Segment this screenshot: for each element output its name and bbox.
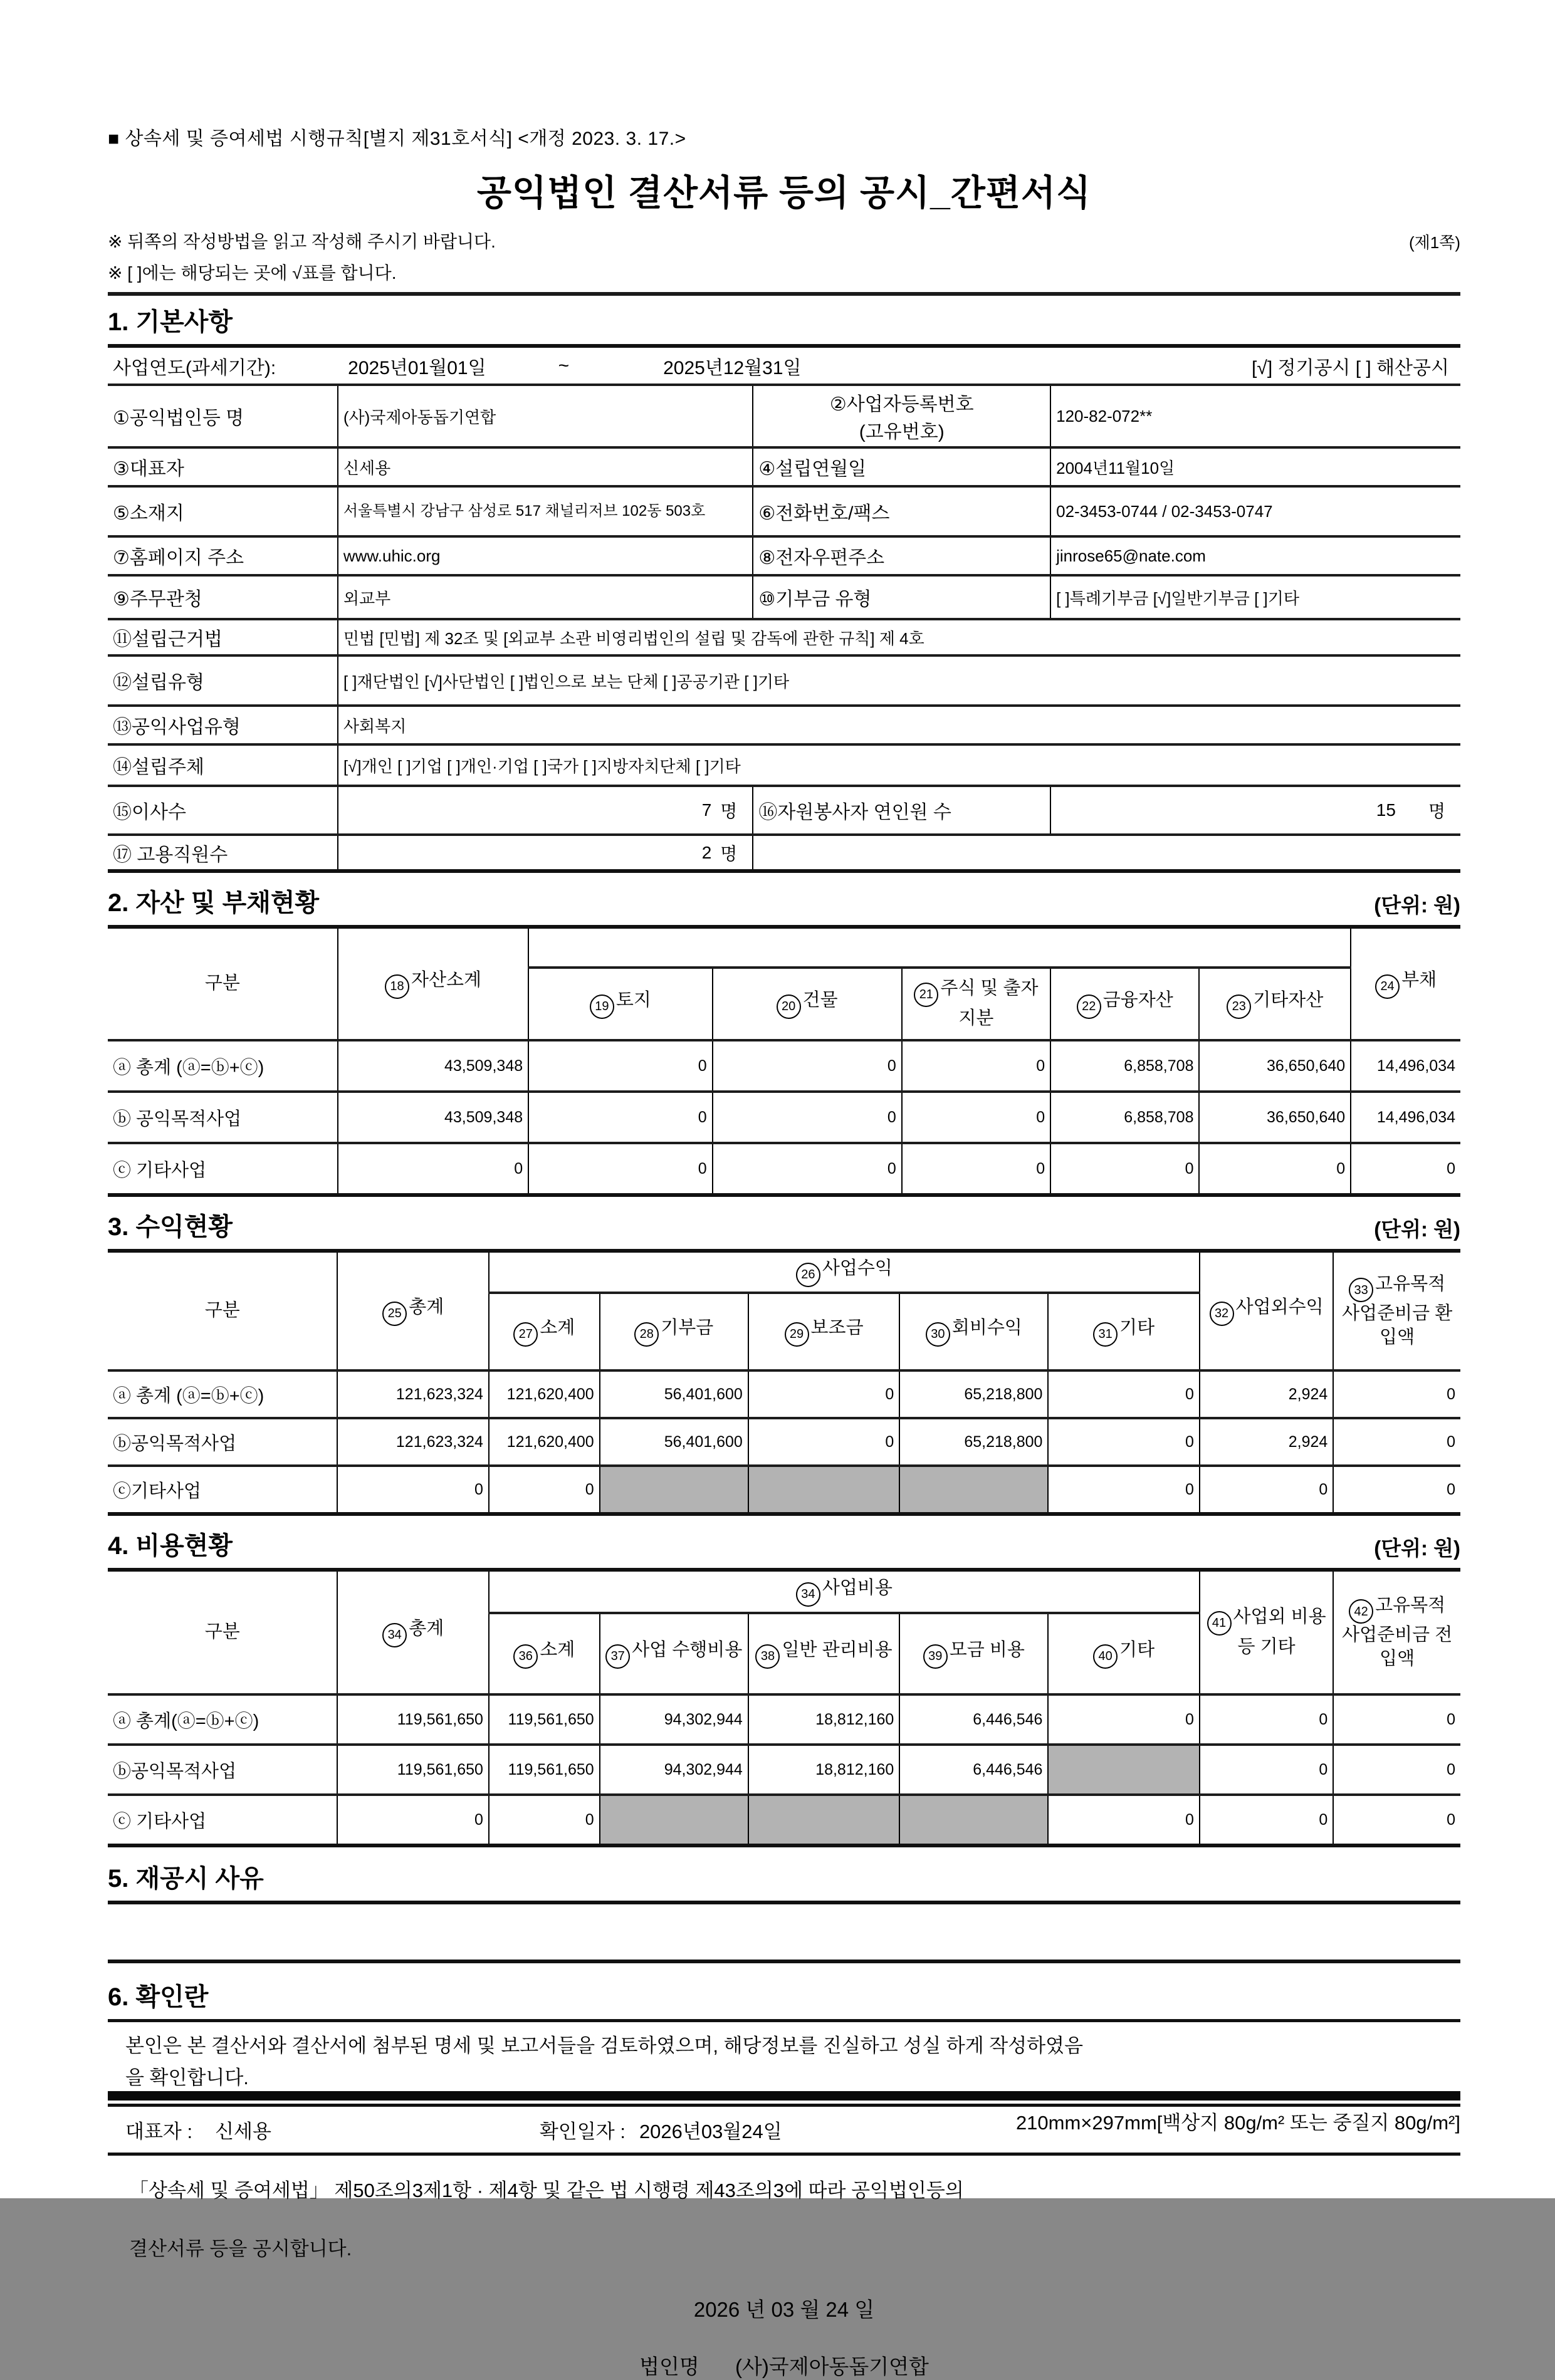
col-header-34: 34 총계: [337, 1570, 488, 1694]
table-row: [108, 1143, 1460, 1195]
redisclosure-reason-box: [108, 1901, 1460, 1963]
table-header: [108, 1251, 1460, 1370]
circled-number: 32: [1210, 1302, 1234, 1326]
assets-liabilities-table: [108, 925, 1460, 1197]
col-header-31: 31 기타: [1048, 1293, 1199, 1370]
table-header: [108, 927, 1460, 1040]
value-cell: 43,509,348: [338, 1040, 528, 1092]
donation-type-label: ⑩기부금 유형: [753, 575, 1050, 619]
value-cell: 0: [1333, 1418, 1460, 1466]
value-cell: 6,446,546: [899, 1694, 1048, 1745]
value-cell: 121,620,400: [489, 1418, 600, 1466]
circled-number: 26: [796, 1263, 820, 1287]
business-year-row: [108, 346, 1460, 385]
section2-unit: (단위: 원): [1374, 894, 1460, 917]
value-cell: 2,924: [1200, 1418, 1333, 1466]
row-label: ⓑ 공익목적사업: [108, 1092, 338, 1143]
table-row: [108, 486, 1460, 536]
circled-number: 42: [1349, 1599, 1373, 1624]
business-year-label: 사업연도(과세기간):: [113, 357, 276, 378]
circled-number: 21: [914, 983, 938, 1007]
section6-heading: 6. 확인란: [108, 1983, 209, 2011]
bottom-border: [108, 2091, 1460, 2101]
tilde: ~: [558, 355, 570, 376]
value-cell: 119,561,650: [489, 1745, 600, 1795]
rep-label: 대표자 :: [125, 2121, 193, 2143]
directors-count-label: ⑮이사수: [108, 786, 338, 835]
circled-number: 25: [382, 1302, 407, 1326]
value-cell: 6,446,546: [899, 1745, 1048, 1795]
col-header-gubun: 구분: [108, 1251, 337, 1370]
col-header-28: 28 기부금: [600, 1293, 748, 1370]
row-label: ⓒ 기타사업: [108, 1143, 338, 1195]
value-cell: 0: [902, 1092, 1050, 1143]
value-cell: 18,812,160: [748, 1694, 899, 1745]
volunteers-count-label: ⑯자원봉사자 연인원 수: [753, 786, 1050, 835]
col-header-41: 41 사업외 비용 등 기타: [1200, 1570, 1333, 1694]
value-cell: 65,218,800: [899, 1418, 1048, 1466]
value-cell: 0: [1200, 1745, 1333, 1795]
establishment-type-checkboxes: [ ]재단법인 [√]사단법인 [ ]법인으로 보는 단체 [ ]공공기관 [ ]기타: [338, 655, 1460, 706]
section4-heading: 4. 비용현황: [108, 1532, 233, 1560]
table-row: [108, 1092, 1460, 1143]
table-body: [108, 1040, 1460, 1195]
table-row: [108, 1694, 1460, 1745]
authority-label: ⑨주무관청: [108, 575, 338, 619]
circled-number: 33: [1349, 1278, 1373, 1302]
row-label: ⓑ공익목적사업: [108, 1745, 337, 1795]
page-number-marker: (제1쪽): [1408, 233, 1460, 252]
value-cell: 0: [713, 1092, 902, 1143]
founder-type-label: ⑭설립주체: [108, 744, 338, 786]
paper-spec-footer: 210mm×297mm[백상지 80g/m² 또는 중질지 80g/m²]: [1015, 2112, 1460, 2134]
col-header-40: 40 기타: [1048, 1613, 1199, 1694]
instruction-1: ※ 뒤쪽의 작성방법을 읽고 작성해 주시기 바랍니다.: [108, 232, 496, 251]
section3-heading-row: [108, 1207, 1460, 1243]
employees-count-label: ⑰ 고용직원수: [108, 835, 338, 871]
col-header-20: 20 건물: [713, 968, 902, 1040]
donation-type-checkboxes: [ ]특례기부금 [√]일반기부금 [ ]기타: [1050, 575, 1460, 619]
blocked-cell: [899, 1795, 1048, 1845]
value-cell: 36,650,640: [1199, 1040, 1351, 1092]
table-row: [108, 1745, 1460, 1795]
page-title: 공익법인 결산서류 등의 공시_간편서식: [476, 173, 1092, 213]
value-cell: 56,401,600: [600, 1418, 748, 1466]
table-row: [108, 619, 1460, 655]
value-cell: 121,620,400: [489, 1370, 600, 1418]
value-cell: 14,496,034: [1351, 1040, 1460, 1092]
col-header-38: 38 일반 관리비용: [748, 1613, 899, 1694]
value-cell: 0: [528, 1092, 712, 1143]
authority-value: 외교부: [338, 575, 753, 619]
table-row: [108, 706, 1460, 744]
table-row: [108, 536, 1460, 575]
circled-number: 23: [1227, 994, 1251, 1019]
row-label: ⓒ 기타사업: [108, 1795, 337, 1845]
circled-number: 37: [605, 1644, 630, 1669]
table-row: [108, 575, 1460, 619]
empty-cell: [753, 835, 1460, 871]
establishment-type-label: ⑫설립유형: [108, 655, 338, 706]
table-row: [108, 835, 1460, 871]
founded-date-label: ④설립연월일: [753, 447, 1050, 486]
divider: [108, 2153, 1460, 2156]
value-cell: 56,401,600: [600, 1370, 748, 1418]
corporation-name-row: [108, 2351, 1460, 2380]
col-header-27: 27 소계: [489, 1293, 600, 1370]
value-cell: 0: [528, 1143, 712, 1195]
table-body: [108, 1694, 1460, 1845]
value-cell: 0: [1200, 1466, 1333, 1514]
table-row: [108, 655, 1460, 706]
homepage-value: www.uhic.org: [338, 536, 753, 575]
section5-heading: 5. 재공시 사유: [108, 1865, 264, 1892]
col-header-33: 33 고유목적 사업준비금 환입액: [1333, 1251, 1460, 1370]
blocked-cell: [600, 1795, 748, 1845]
value-cell: 119,561,650: [489, 1694, 600, 1745]
col-header-30: 30 회비수익: [899, 1293, 1048, 1370]
value-cell: 0: [1048, 1370, 1199, 1418]
col-header-gubun: 구분: [108, 1570, 337, 1694]
circled-number: 18: [385, 974, 409, 999]
disclosure-type-checkboxes: [√] 정기공시 [ ] 해산공시: [1252, 357, 1449, 378]
circled-number: 20: [777, 994, 801, 1019]
confirm-date-label: 확인일자 :: [539, 2121, 626, 2143]
representative-value: 신세용: [338, 447, 753, 486]
circled-number: 41: [1207, 1611, 1232, 1636]
address-value: 서울특별시 강남구 삼성로 517 채널리저브 102동 503호: [338, 486, 753, 536]
table-row: [108, 385, 1460, 447]
value-cell: 0: [1050, 1143, 1199, 1195]
value-cell: 0: [1200, 1795, 1333, 1845]
row-label: ⓐ 총계(ⓐ=ⓑ+ⓒ): [108, 1694, 337, 1745]
address-label: ⑤소재지: [108, 486, 338, 536]
instruction-2: ※ [ ]에는 해당되는 곳에 √표를 합니다.: [108, 263, 397, 283]
table-body: [108, 1370, 1460, 1514]
founder-type-checkboxes: [√]개인 [ ]기업 [ ]개인·기업 [ ]국가 [ ]지방자치단체 [ ]기타: [338, 744, 1460, 786]
table-row: [108, 744, 1460, 786]
table-row: [108, 1370, 1460, 1418]
value-cell: 0: [1200, 1694, 1333, 1745]
section4-unit: (단위: 원): [1374, 1537, 1460, 1560]
directors-count-value: 7 명: [338, 786, 753, 835]
value-cell: 0: [1048, 1418, 1199, 1466]
table-row: [108, 1795, 1460, 1845]
legal-basis-line1: 「상속세 및 증여세법」 제50조의3제1항 · 제4항 및 같은 법 시행령 제43조의3에 따라 공익법인등의: [129, 2179, 964, 2202]
col-header-gubun: 구분: [108, 927, 338, 1040]
col-header-18: 18 자산소계: [338, 927, 528, 1040]
representative-label: ③대표자: [108, 447, 338, 486]
section4-heading-row: [108, 1526, 1460, 1562]
circled-number: 34: [796, 1582, 820, 1607]
table-row: [108, 447, 1460, 486]
form-regulation-notice: ■ 상속세 및 증여세법 시행규칙[별지 제31호서식] <개정 2023. 3. 17.>: [108, 128, 686, 149]
value-cell: 36,650,640: [1199, 1092, 1351, 1143]
confirmation-statement: 본인은 본 결산서와 결산서에 첨부된 명세 및 보고서들을 검토하였으며, 해당정보를 진실하고 성실 하게 작성하였음 을 확인합니다.: [125, 2035, 1084, 2089]
section1-heading: 1. 기본사항: [108, 308, 233, 336]
value-cell: 0: [337, 1466, 488, 1514]
value-cell: 0: [489, 1795, 600, 1845]
confirm-date-value: 2026년03월24일: [639, 2121, 782, 2143]
value-cell: 6,858,708: [1050, 1092, 1199, 1143]
circled-number: 24: [1375, 974, 1400, 999]
instruction-row: [108, 228, 1460, 253]
circled-number: 36: [513, 1644, 538, 1669]
col-group-header: 26 사업수익: [489, 1251, 1200, 1293]
homepage-label: ⑦홈페이지 주소: [108, 536, 338, 575]
col-header-24: 24 부채: [1351, 927, 1460, 1040]
circled-number: 28: [634, 1322, 659, 1347]
value-cell: 65,218,800: [899, 1370, 1048, 1418]
circled-number: 27: [513, 1322, 538, 1347]
col-header-37: 37 사업 수행비용: [600, 1613, 748, 1694]
value-cell: 18,812,160: [748, 1745, 899, 1795]
table-row: [108, 1040, 1460, 1092]
rep-name: 신세용: [215, 2121, 271, 2143]
value-cell: 43,509,348: [338, 1092, 528, 1143]
volunteers-count-value: 15 명: [1050, 786, 1460, 835]
public-service-type-label: ⑬공익사업유형: [108, 706, 338, 744]
divider: [108, 292, 1460, 296]
col-header-32: 32 사업외수익: [1200, 1251, 1333, 1370]
value-cell: 0: [1333, 1466, 1460, 1514]
value-cell: 119,561,650: [337, 1745, 488, 1795]
value-cell: 0: [337, 1795, 488, 1845]
circled-number: 29: [785, 1322, 809, 1347]
row-label: ⓐ 총계 (ⓐ=ⓑ+ⓒ): [108, 1370, 337, 1418]
col-group-header: 34 사업비용: [489, 1570, 1200, 1613]
value-cell: 0: [1048, 1694, 1199, 1745]
circled-number: 30: [926, 1322, 950, 1347]
value-cell: 0: [1351, 1143, 1460, 1195]
value-cell: 0: [1333, 1694, 1460, 1745]
email-value: jinrose65@nate.com: [1050, 536, 1460, 575]
value-cell: 0: [1199, 1143, 1351, 1195]
value-cell: 0: [528, 1040, 712, 1092]
value-cell: 0: [489, 1466, 600, 1514]
value-cell: 0: [748, 1418, 899, 1466]
basic-info-table: [108, 344, 1460, 873]
blocked-cell: [899, 1466, 1048, 1514]
col-header-29: 29 보조금: [748, 1293, 899, 1370]
signature-date: 2026 년 03 월 24 일: [693, 2298, 875, 2322]
col-header-25: 25 총계: [337, 1251, 488, 1370]
corp-name-value: (사)국제아동돕기연합: [735, 2355, 929, 2379]
public-service-type-value: 사회복지: [338, 706, 1460, 744]
col-header-39: 39 모금 비용: [899, 1613, 1048, 1694]
col-header-21: 21 주식 및 출자지분: [902, 968, 1050, 1040]
blocked-cell: [748, 1466, 899, 1514]
value-cell: 0: [338, 1143, 528, 1195]
blocked-cell: [748, 1795, 899, 1845]
value-cell: 0: [713, 1040, 902, 1092]
value-cell: 14,496,034: [1351, 1092, 1460, 1143]
biz-reg-number-value: 120-82-072**: [1050, 385, 1460, 447]
circled-number: 38: [755, 1644, 780, 1669]
value-cell: 6,858,708: [1050, 1040, 1199, 1092]
col-header-22: 22 금융자산: [1050, 968, 1199, 1040]
form-content: [108, 123, 1460, 2380]
table-row: [108, 1418, 1460, 1466]
value-cell: 0: [1048, 1466, 1199, 1514]
email-label: ⑧전자우편주소: [753, 536, 1050, 575]
col-group-header: [528, 927, 1351, 968]
value-cell: 121,623,324: [337, 1418, 488, 1466]
business-year-start: 2025년01월01일: [348, 357, 486, 378]
circled-number: 34: [382, 1623, 407, 1647]
col-header-23: 23 기타자산: [1199, 968, 1351, 1040]
section2-heading: 2. 자산 및 부채현황: [108, 889, 320, 917]
phone-fax-value: 02-3453-0744 / 02-3453-0747: [1050, 486, 1460, 536]
corp-name-label: ①공익법인등 명: [108, 385, 338, 447]
header-row: [108, 927, 1460, 968]
blocked-cell: [600, 1466, 748, 1514]
founded-date-value: 2004년11월10일: [1050, 447, 1460, 486]
expense-table: [108, 1568, 1460, 1847]
value-cell: 121,623,324: [337, 1370, 488, 1418]
value-cell: 0: [902, 1143, 1050, 1195]
row-label: ⓐ 총계 (ⓐ=ⓑ+ⓒ): [108, 1040, 338, 1092]
legal-basis-line2: 결산서류 등을 공시합니다.: [129, 2238, 352, 2260]
row-label: ⓒ기타사업: [108, 1466, 337, 1514]
value-cell: 0: [713, 1143, 902, 1195]
value-cell: 0: [1048, 1795, 1199, 1845]
value-cell: 0: [1333, 1745, 1460, 1795]
value-cell: 0: [1333, 1370, 1460, 1418]
table-header: [108, 1570, 1460, 1694]
value-cell: 94,302,944: [600, 1694, 748, 1745]
circled-number: 40: [1093, 1644, 1118, 1669]
section3-heading: 3. 수익현황: [108, 1213, 233, 1241]
circled-number: 19: [590, 994, 614, 1019]
value-cell: 119,561,650: [337, 1694, 488, 1745]
corp-name-value: (사)국제아동돕기연합: [338, 385, 753, 447]
table-row: [108, 786, 1460, 835]
circled-number: 22: [1077, 994, 1101, 1019]
corp-name-label: 법인명: [639, 2355, 699, 2379]
founding-law-label: ⑪설립근거법: [108, 619, 338, 655]
phone-fax-label: ⑥전화번호/팩스: [753, 486, 1050, 536]
col-header-36: 36 소계: [489, 1613, 600, 1694]
section2-heading-row: [108, 883, 1460, 919]
value-cell: 0: [902, 1040, 1050, 1092]
circled-number: 39: [923, 1644, 948, 1669]
header-row: [108, 1570, 1460, 1613]
value-cell: 2,924: [1200, 1370, 1333, 1418]
col-header-19: 19 토지: [528, 968, 712, 1040]
revenue-table: [108, 1249, 1460, 1516]
row-label: ⓑ공익목적사업: [108, 1418, 337, 1466]
business-year-end: 2025년12월31일: [663, 357, 802, 378]
circled-number: 31: [1093, 1322, 1118, 1347]
value-cell: 0: [1333, 1795, 1460, 1845]
col-header-42: 42 고유목적 사업준비금 전입액: [1333, 1570, 1460, 1694]
value-cell: 0: [748, 1370, 899, 1418]
blocked-cell: [1048, 1745, 1199, 1795]
header-row: [108, 1251, 1460, 1293]
table-row: [108, 1466, 1460, 1514]
employees-count-value: 2 명: [338, 835, 753, 871]
biz-reg-number-label: ②사업자등록번호 (고유번호): [753, 385, 1050, 447]
section3-unit: (단위: 원): [1374, 1218, 1460, 1241]
founding-law-value: 민법 [민법] 제 32조 및 [외교부 소관 비영리법인의 설립 및 감독에 관한 규칙] 제 4호: [338, 619, 1460, 655]
value-cell: 94,302,944: [600, 1745, 748, 1795]
